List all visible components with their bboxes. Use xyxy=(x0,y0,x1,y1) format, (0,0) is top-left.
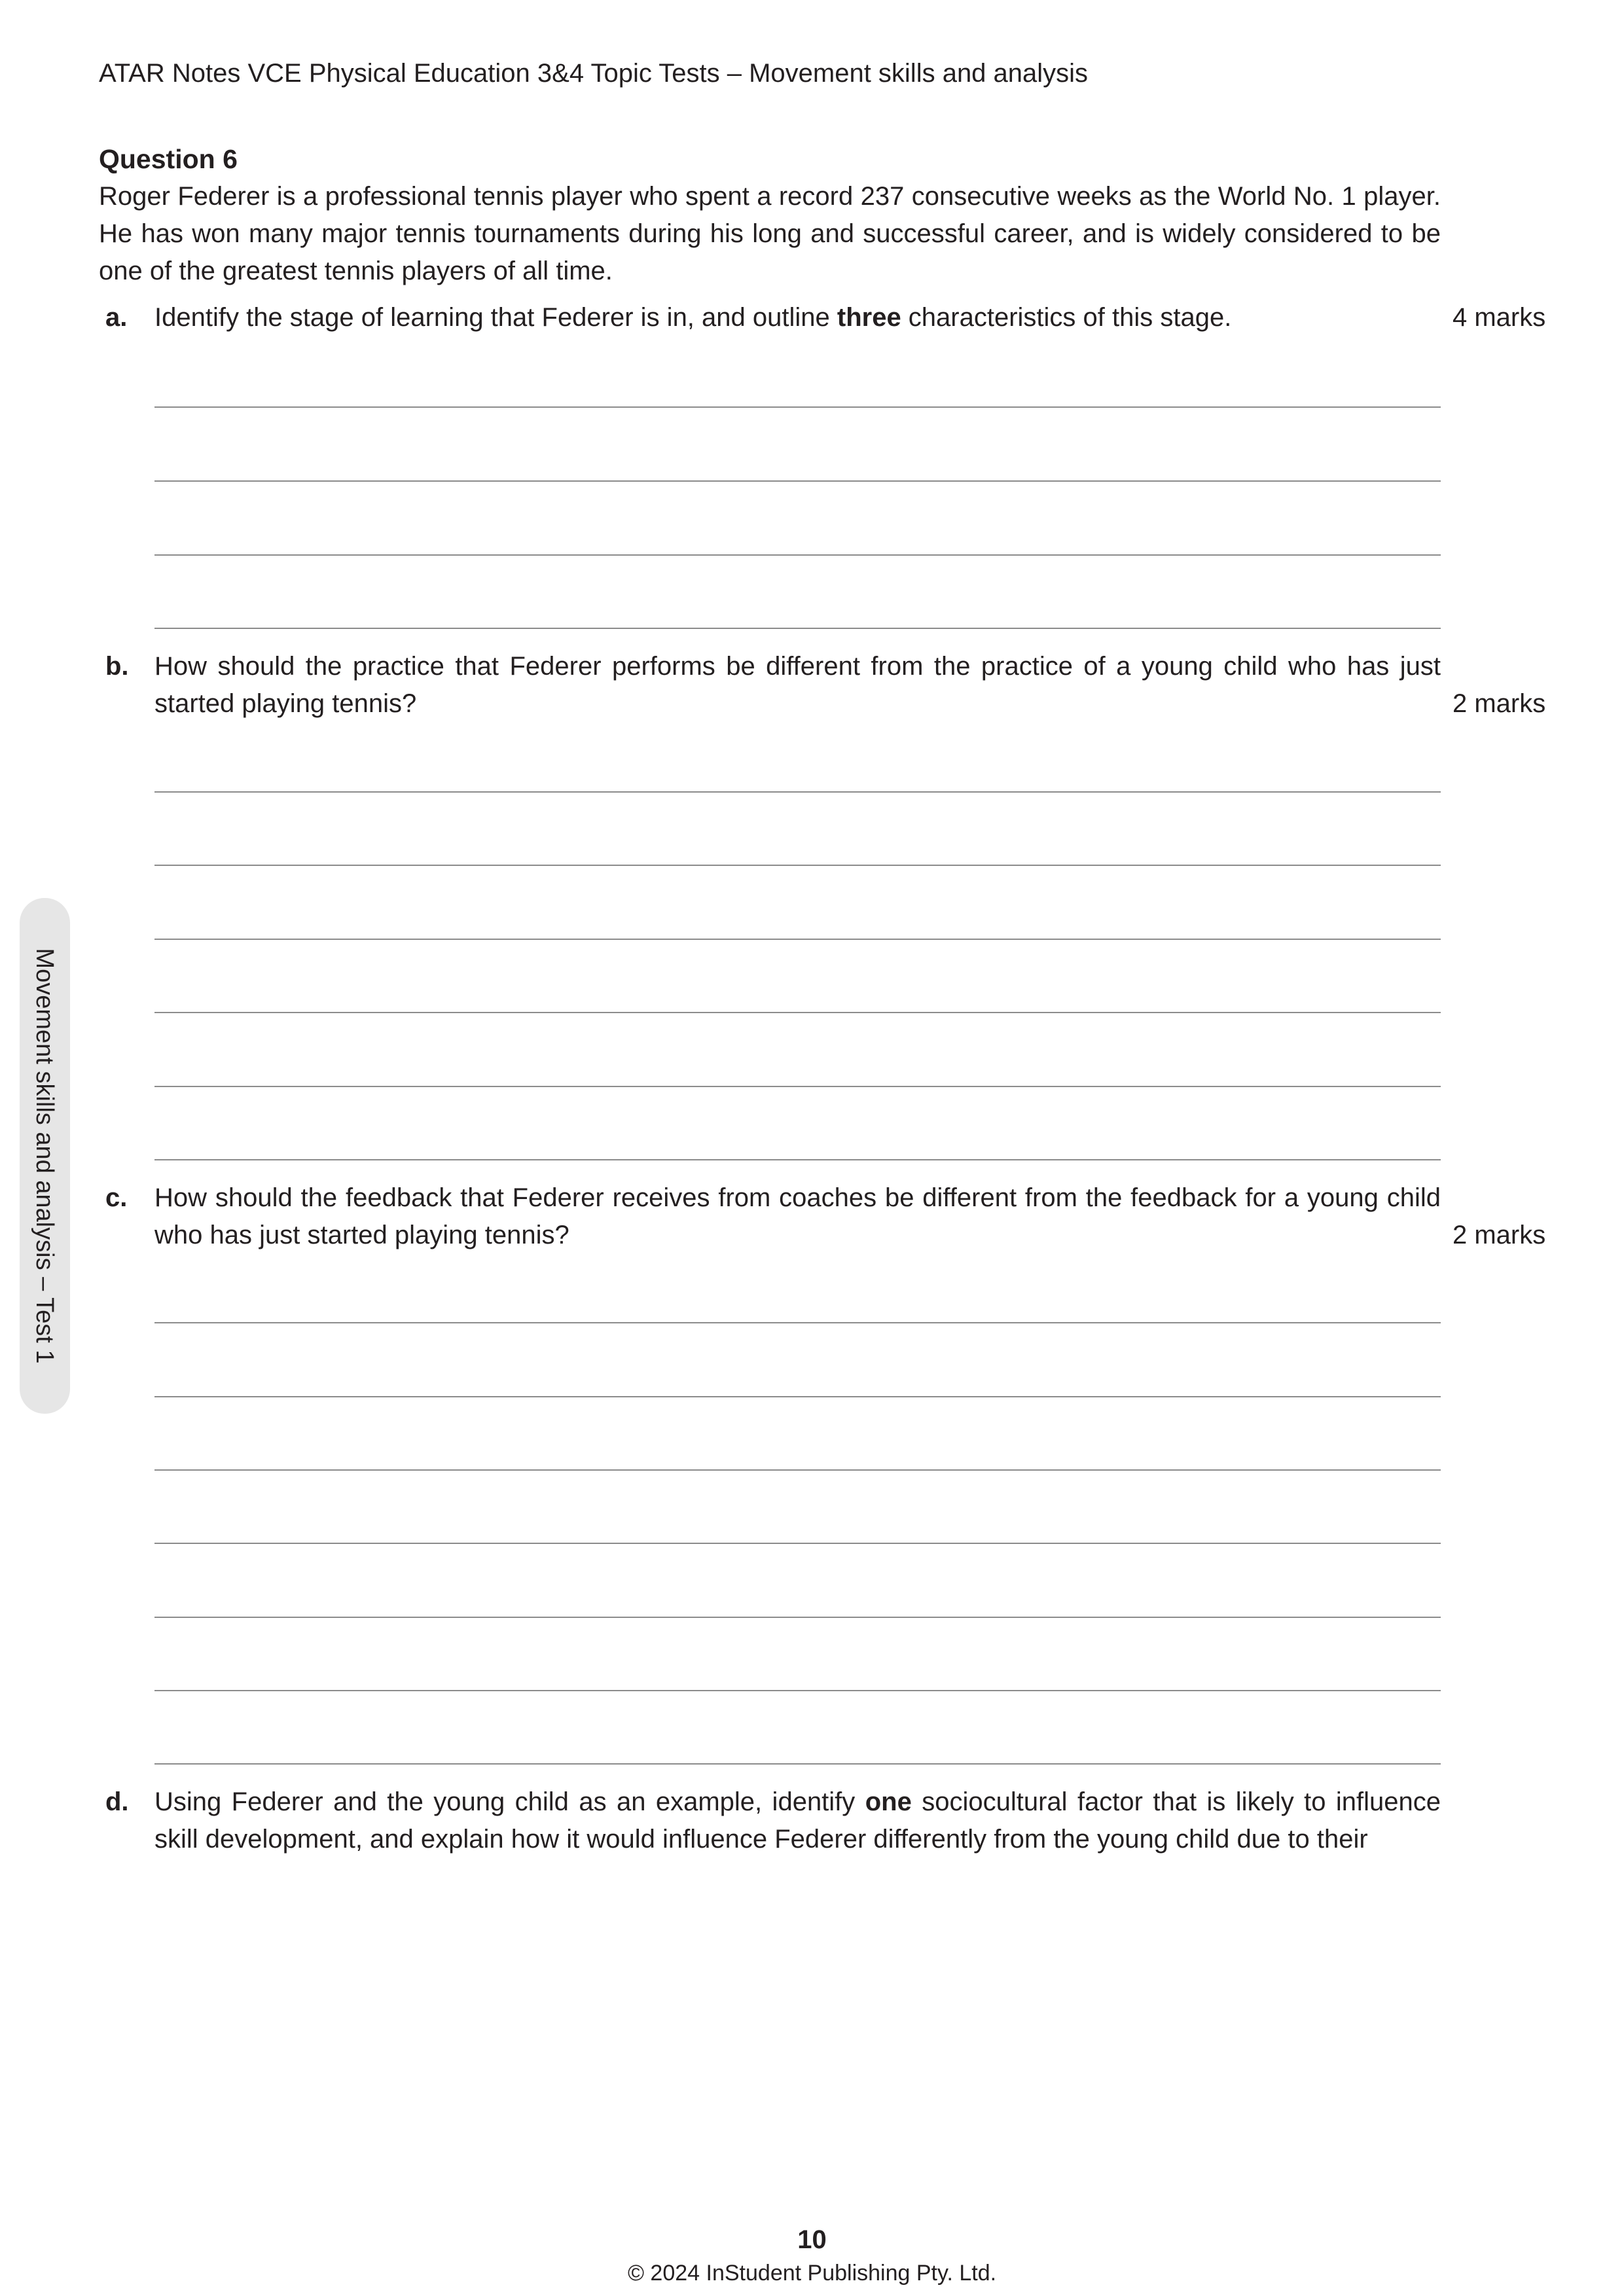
part-prompt xyxy=(154,1784,1441,1858)
answer-line xyxy=(154,406,1441,408)
prompt-emphasis: three xyxy=(837,303,901,332)
side-tab-label: Movement skills and analysis – Test 1 xyxy=(31,948,58,1364)
prompt-text: Identify the stage of learning that Federer is in, and outline xyxy=(154,303,837,332)
copyright-notice: © 2024 InStudent Publishing Pty. Ltd. xyxy=(627,2261,997,2286)
side-tab xyxy=(20,898,70,1414)
running-header: ATAR Notes VCE Physical Education 3&4 Topic Tests – Movement skills and analysis xyxy=(99,59,1089,88)
answer-line xyxy=(154,1690,1441,1691)
answer-line xyxy=(154,1159,1441,1160)
part-letter: b. xyxy=(105,652,129,681)
answer-line xyxy=(154,1617,1441,1618)
answer-line xyxy=(154,939,1441,940)
marks-label: 2 marks xyxy=(1453,689,1546,718)
answer-line xyxy=(154,791,1441,793)
answer-line xyxy=(154,1086,1441,1087)
answer-line xyxy=(154,1543,1441,1544)
part-letter: a. xyxy=(105,303,128,332)
marks-label: 2 marks xyxy=(1453,1221,1546,1249)
prompt-emphasis: one xyxy=(865,1787,912,1816)
question-intro: Roger Federer is a professional tennis player who spent a record 237 consecutive weeks as the World No. 1 player. He has won many major tennis tournaments during his long and successful career, and is widely considered to be one of the greatest tennis players of all time. xyxy=(99,182,1441,285)
prompt-text: characteristics of this stage. xyxy=(901,303,1232,332)
answer-line xyxy=(154,554,1441,556)
answer-line xyxy=(154,865,1441,866)
answer-line xyxy=(154,480,1441,482)
page-number: 10 xyxy=(797,2225,827,2254)
answer-line xyxy=(154,1469,1441,1471)
part-letter: d. xyxy=(105,1787,129,1816)
answer-line xyxy=(154,1763,1441,1765)
question-title: Question 6 xyxy=(99,144,238,174)
marks-label: 4 marks xyxy=(1453,303,1546,332)
answer-line xyxy=(154,1012,1441,1013)
part-prompt: How should the practice that Federer performs be different from the practice of a young child who has just started playing tennis? xyxy=(154,652,1441,718)
answer-line xyxy=(154,1396,1441,1397)
part-letter: c. xyxy=(105,1183,128,1212)
part-prompt: How should the feedback that Federer receives from coaches be different from the feedback for a young child who has just started playing tennis? xyxy=(154,1183,1441,1249)
prompt-text: sociocultural factor that is likely to influence skill development, and explain how it would influence Federer differently from the young child due to their xyxy=(154,1787,1441,1854)
answer-line xyxy=(154,628,1441,629)
answer-line xyxy=(154,1322,1441,1323)
part-prompt xyxy=(154,299,1441,336)
prompt-text: Using Federer and the young child as an example, identify xyxy=(154,1787,865,1816)
